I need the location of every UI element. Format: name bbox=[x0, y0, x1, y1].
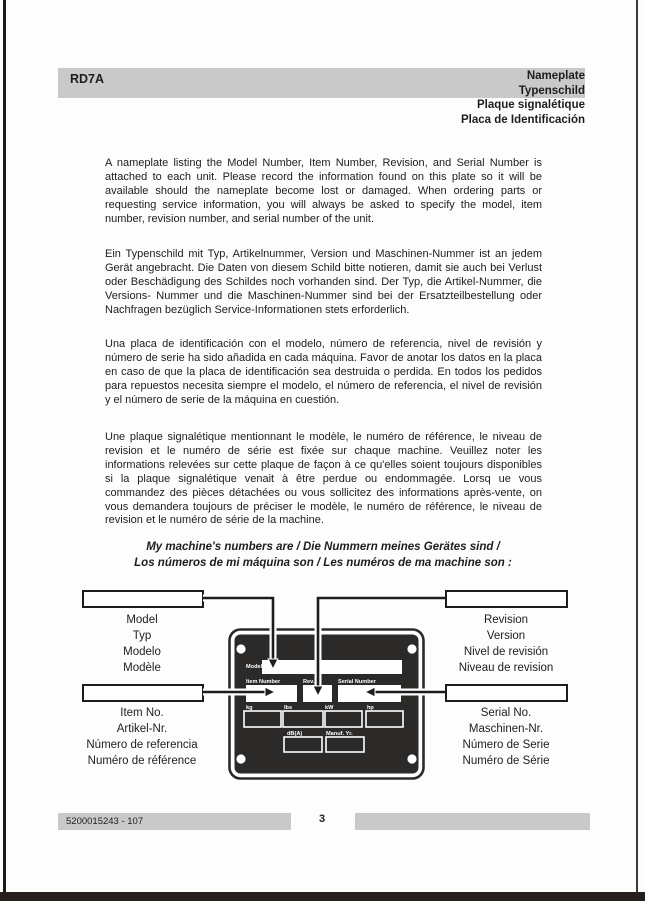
plate-rev-field bbox=[303, 685, 332, 702]
title-german: Typenschild bbox=[518, 84, 585, 97]
item-label-es: Número de referencia bbox=[86, 739, 198, 751]
title-english: Nameplate bbox=[526, 70, 585, 82]
plate-item-field bbox=[246, 685, 297, 702]
serial-label-de: Maschinen-Nr. bbox=[468, 723, 544, 735]
plate-model-field bbox=[262, 660, 402, 674]
revision-label-es: Nivel de revisión bbox=[463, 646, 549, 658]
revision-label: Revision bbox=[483, 614, 529, 626]
plate-kg-label: kg bbox=[246, 705, 253, 711]
serial-label-stack bbox=[396, 705, 616, 769]
revision-label-stack bbox=[416, 612, 596, 676]
screw-hole-bottom-left-icon bbox=[235, 753, 246, 764]
plate-item-number-label: Item Number bbox=[246, 679, 281, 685]
paragraph-spanish: Una placa de identificación con el modelo, número de referencia, nivel de revisión y número de serie ha sido añadida en cada máquina. Favor de anotar los datos en la placa en caso de que la placa de identificación sea destruida o perdida. En todos los pedidos para repuestos necesita siempre el modelo, el número de referencia, el nivel de revisión y el número de serie de la máquina en cuestión. bbox=[105, 338, 542, 406]
machine-numbers-line2: Los números de mi máquina son / Les numéros de ma machine son : bbox=[134, 556, 512, 569]
plate-serial-field bbox=[338, 685, 401, 702]
paragraph-english: A nameplate listing the Model Number, Item Number, Revision, and Serial Number is attached to each unit. Please record the information found on this plate so it will be available should the nameplate become lost or damaged. When ordering parts or requesting service information, you will always be asked to specify the model, item number, revision number, and serial number of the unit. bbox=[105, 157, 542, 225]
paragraph-french: Une plaque signalétique mentionnant le modèle, le numéro de référence, le niveau de revision et le numéro de série est fixée sur chaque machine. Veuillez noter les informations relevées sur cette plaque de façon à ce qu'elles soient toujours disponibles si la plaque signalétique venait à être perdue ou endommagée. Lorsq ue vous commandez des pièces détachées ou vous sollicitez des informations après-vente, on vous demandera toujours de préciser le modèle, le numéro de référence, le niveau de revision et le numéro de série de la machine. bbox=[105, 431, 542, 527]
plate-kw-label: kW bbox=[325, 705, 334, 711]
machine-numbers-line1: My machine's numbers are / Die Nummern meines Gerätes sind / bbox=[146, 541, 500, 553]
plate-model-label: Model bbox=[246, 664, 263, 670]
page-edge-left bbox=[3, 0, 6, 901]
plate-serial-number-label: Serial Number bbox=[338, 679, 376, 685]
screw-hole-bottom-right-icon bbox=[406, 753, 417, 764]
page-edge-bottom bbox=[0, 892, 645, 901]
serial-label-es: Número de Serie bbox=[462, 739, 550, 751]
page-number: 3 bbox=[318, 813, 326, 825]
plate-manuf-yr-label: Manuf. Yr. bbox=[326, 731, 353, 737]
page-edge-right bbox=[636, 0, 638, 901]
plate-dba-label: dB(A) bbox=[287, 731, 303, 737]
page-title bbox=[245, 69, 585, 127]
plate-hp-label: hp bbox=[367, 705, 374, 711]
model-code: RD7A bbox=[70, 72, 105, 86]
screw-hole-top-left-icon bbox=[235, 643, 246, 654]
revision-write-in-box bbox=[445, 590, 568, 608]
model-label-de: Typ bbox=[132, 630, 152, 642]
serial-label: Serial No. bbox=[480, 707, 532, 719]
item-write-in-box bbox=[82, 684, 204, 702]
paragraph-german: Ein Typenschild mit Typ, Artikelnummer, Version und Maschinen-Nummer ist an jedem Gerät angebracht. Die Daten von diesem Schild bitte notieren, damit sie auch bei Verlust oder Beschädigung des Schildes noch vorhanden sind. Der Typ, die Artikel-Nummer, die Versions- Nummer und die Maschinen-Nummer sind bei der Ersatzteilbestellung oder Nachfragen bezüglich Service-Informationen stets erforderlich. bbox=[105, 248, 542, 316]
plate-lbs-label: lbs bbox=[284, 705, 293, 711]
model-label: Model bbox=[126, 614, 158, 626]
item-label-stack bbox=[32, 705, 252, 769]
model-label-fr: Modèle bbox=[123, 662, 161, 674]
plate-rev-label: Rev. bbox=[303, 679, 315, 685]
nameplate-graphic bbox=[228, 628, 425, 780]
footer-bar-right bbox=[355, 813, 590, 830]
serial-label-fr: Numéro de Série bbox=[462, 755, 550, 767]
revision-label-de: Version bbox=[486, 630, 526, 642]
screw-hole-top-right-icon bbox=[406, 643, 417, 654]
serial-write-in-box bbox=[445, 684, 568, 702]
item-label-de: Artikel-Nr. bbox=[116, 723, 168, 735]
item-label-fr: Numéro de référence bbox=[87, 755, 197, 767]
machine-numbers-heading bbox=[83, 540, 563, 571]
title-french: Plaque signalétique bbox=[477, 99, 585, 112]
model-label-stack bbox=[52, 612, 232, 676]
revision-label-fr: Niveau de revision bbox=[458, 662, 554, 674]
title-spanish: Placa de Identificación bbox=[461, 113, 585, 126]
document-number: 5200015243 - 107 bbox=[66, 816, 144, 827]
model-label-es: Modelo bbox=[123, 646, 161, 658]
item-label: Item No. bbox=[120, 707, 164, 719]
model-write-in-box bbox=[82, 590, 204, 608]
